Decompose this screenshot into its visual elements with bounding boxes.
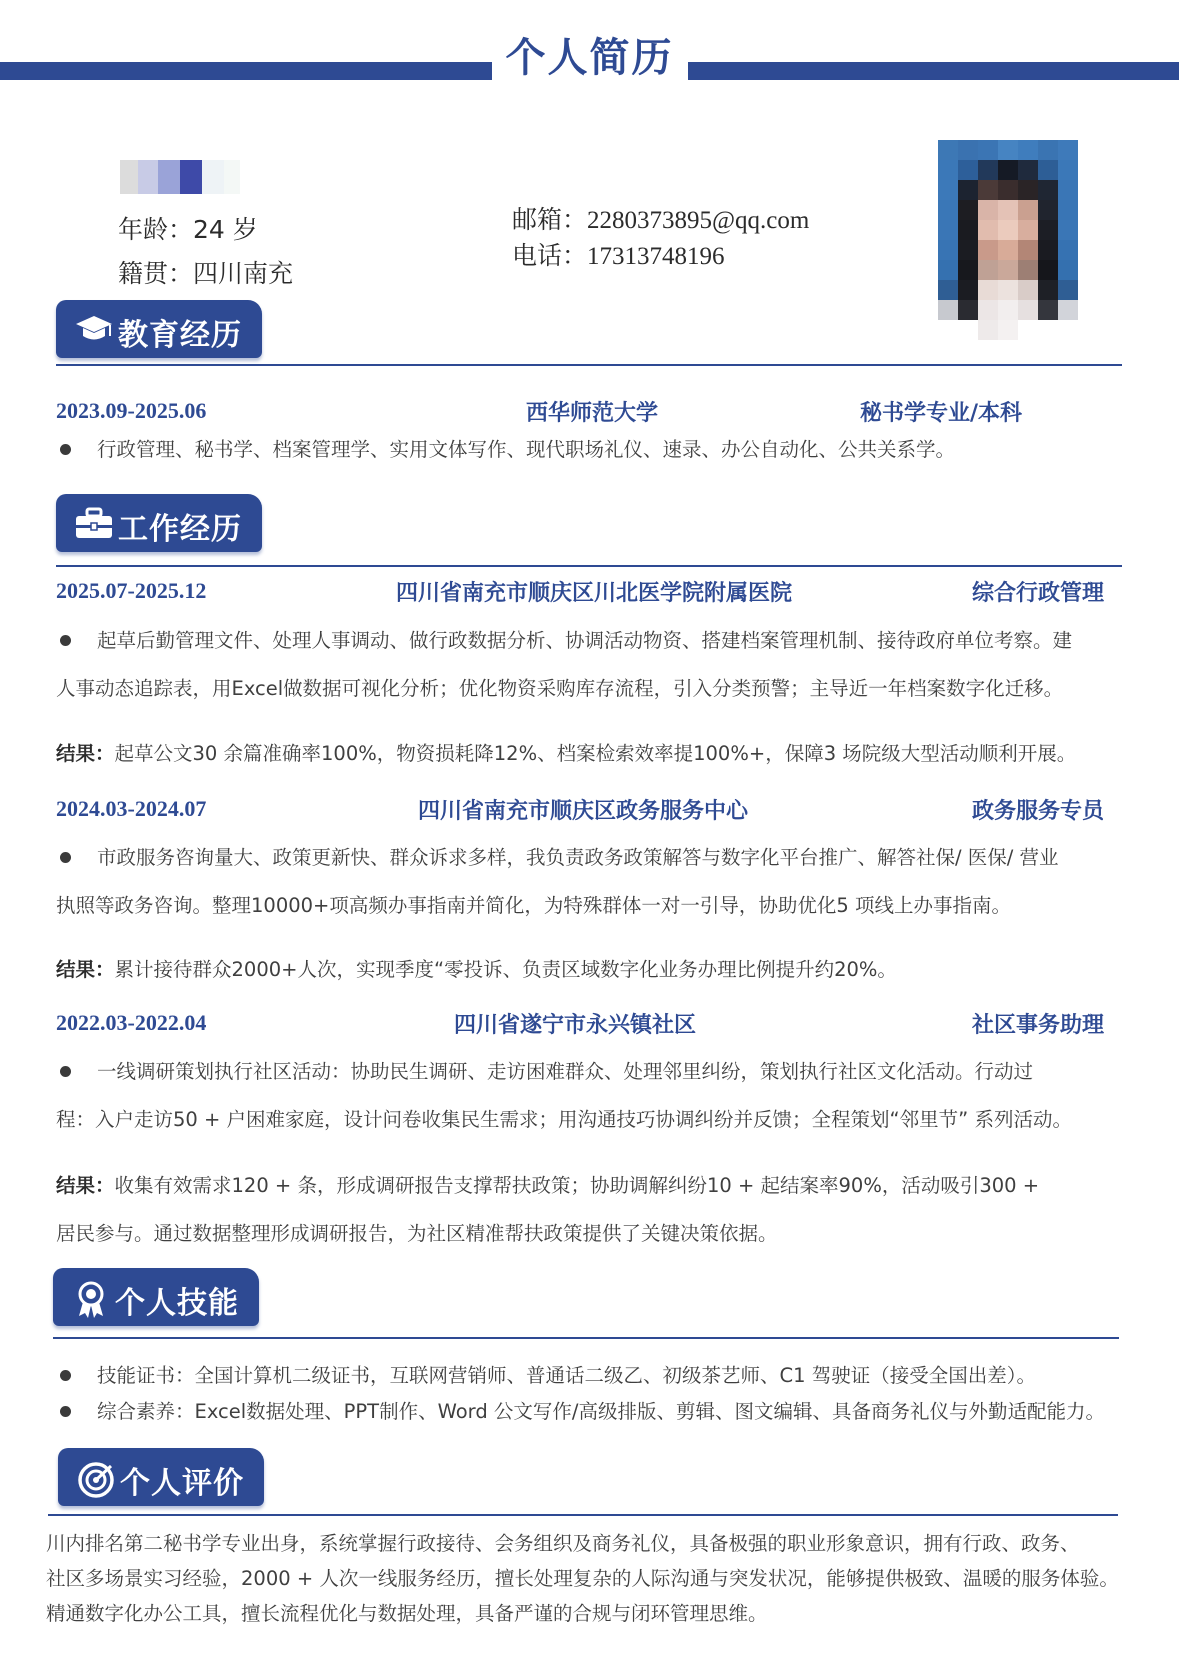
hometown-text: 籍贯：四川南充	[118, 259, 294, 288]
job-description: 一线调研策划执行社区活动：协助民生调研、走访困难群众、处理邻里纠纷，策划执行社区文化活动。行动过 程：入户走访50 + 户困难家庭，设计问卷收集民生需求；用沟通技巧协调纠纷并反馈；全程策划“邻里节” 系列活动。	[56, 1060, 1072, 1131]
briefcase-icon	[74, 506, 114, 542]
job-organization: 四川省遂宁市永兴镇社区	[454, 1013, 697, 1038]
job-description: 市政服务咨询量大、政策更新快、群众诉求多样，我负责政务政策解答与数字化平台推广、解答社保/ 医保/ 营业 执照等政务咨询。整理10000+项高频办事指南并简化，为特殊群体一对一引导，协助优化5 项线上办事指南。	[56, 846, 1059, 917]
job-date: 2024.03-2024.07	[56, 796, 207, 821]
bullet	[60, 852, 71, 863]
section-heading-skills	[53, 1268, 259, 1326]
school-name: 西华师范大学	[526, 401, 659, 426]
job-role: 政务服务专员	[972, 799, 1105, 824]
divider	[56, 565, 1122, 567]
target-icon	[76, 1460, 116, 1500]
job-organization: 四川省南充市顺庆区政务服务中心	[418, 799, 749, 824]
job-role: 综合行政管理	[972, 581, 1105, 606]
section-heading-evaluation	[58, 1448, 264, 1506]
section-heading-work	[56, 494, 262, 552]
major-text: 秘书学专业/本科	[860, 401, 1023, 426]
section-title: 个人评价	[120, 1466, 244, 1501]
courses-line: 行政管理、秘书学、档案管理学、实用文体写作、现代职场礼仪、速录、办公自动化、公共关系学。	[56, 428, 1156, 472]
graduation-cap-icon	[74, 312, 114, 348]
bullet	[60, 444, 71, 455]
award-ribbon-icon	[71, 1280, 111, 1320]
skills-list	[56, 1358, 1166, 1430]
job-date: 2022.03-2022.04	[56, 1010, 207, 1035]
evaluation-text: 川内排名第二秘书学专业出身，系统掌握行政接待、会务组织及商务礼仪，具备极强的职业形象意识，拥有行政、政务、 社区多场景实习经验，2000 + 人次一线服务经历，擅长处理复杂的人际沟通与突发状况，能够提供极致、温暖的服务体验。 精通数字化办公工具，擅长流程优化与数据处理，具备严谨的合规与闭环管理思维。	[46, 1532, 1119, 1625]
divider	[56, 364, 1122, 366]
section-title: 工作经历	[118, 512, 242, 547]
bullet	[60, 1066, 71, 1077]
list-item: 综合素养：Excel数据处理、PPT制作、Word 公文写作/高级排版、剪辑、图文编辑、具备商务礼仪与外勤适配能力。	[56, 1394, 1166, 1430]
list-item: 技能证书：全国计算机二级证书，互联网营销师、普通话二级乙、初级茶艺师、C1 驾驶证（接受全国出差）。	[56, 1358, 1166, 1394]
phone-text: 电话：17313748196	[512, 243, 725, 270]
age-text: 年龄：24 岁	[118, 215, 258, 244]
job-organization: 四川省南充市顺庆区川北医学院附属医院	[396, 581, 793, 606]
bullet	[60, 635, 71, 646]
bullet	[60, 1370, 71, 1381]
education-date: 2023.09-2025.06	[56, 398, 207, 423]
job-description: 起草后勤管理文件、处理人事调动、做行政数据分析、协调活动物资、搭建档案管理机制、接待政府单位考察。建 人事动态追踪表，用Excel做数据可视化分析；优化物资采购库存流程，引入分类预警；主导近一年档案数字化迁移。	[56, 629, 1073, 700]
profile-photo	[938, 140, 1078, 340]
page-title: 个人简历	[0, 26, 1179, 83]
job-result: 结果：起草公文30 余篇准确率100%，物资损耗降12%、档案检索效率提100%+，保障3 场院级大型活动顺利开展。	[56, 742, 1077, 765]
divider	[53, 1337, 1119, 1339]
name-redacted	[120, 160, 240, 196]
job-result: 结果：累计接待群众2000+人次，实现季度“零投诉、负责区域数字化业务办理比例提升约20%。	[56, 958, 897, 981]
job-result: 结果：收集有效需求120 + 条，形成调研报告支撑帮扶政策；协助调解纠纷10 + 起结案率90%，活动吸引300 + 居民参与。通过数据整理形成调研报告，为社区精准帮扶政策提供了关键决策依据。	[56, 1174, 1040, 1245]
section-heading-education	[56, 300, 262, 358]
email-text: 邮箱：2280373895@qq.com	[512, 207, 810, 234]
job-date: 2025.07-2025.12	[56, 578, 207, 603]
section-title: 个人技能	[115, 1286, 239, 1321]
job-role: 社区事务助理	[972, 1013, 1105, 1038]
bullet	[60, 1406, 71, 1417]
divider	[48, 1514, 1118, 1516]
section-title: 教育经历	[118, 318, 242, 353]
